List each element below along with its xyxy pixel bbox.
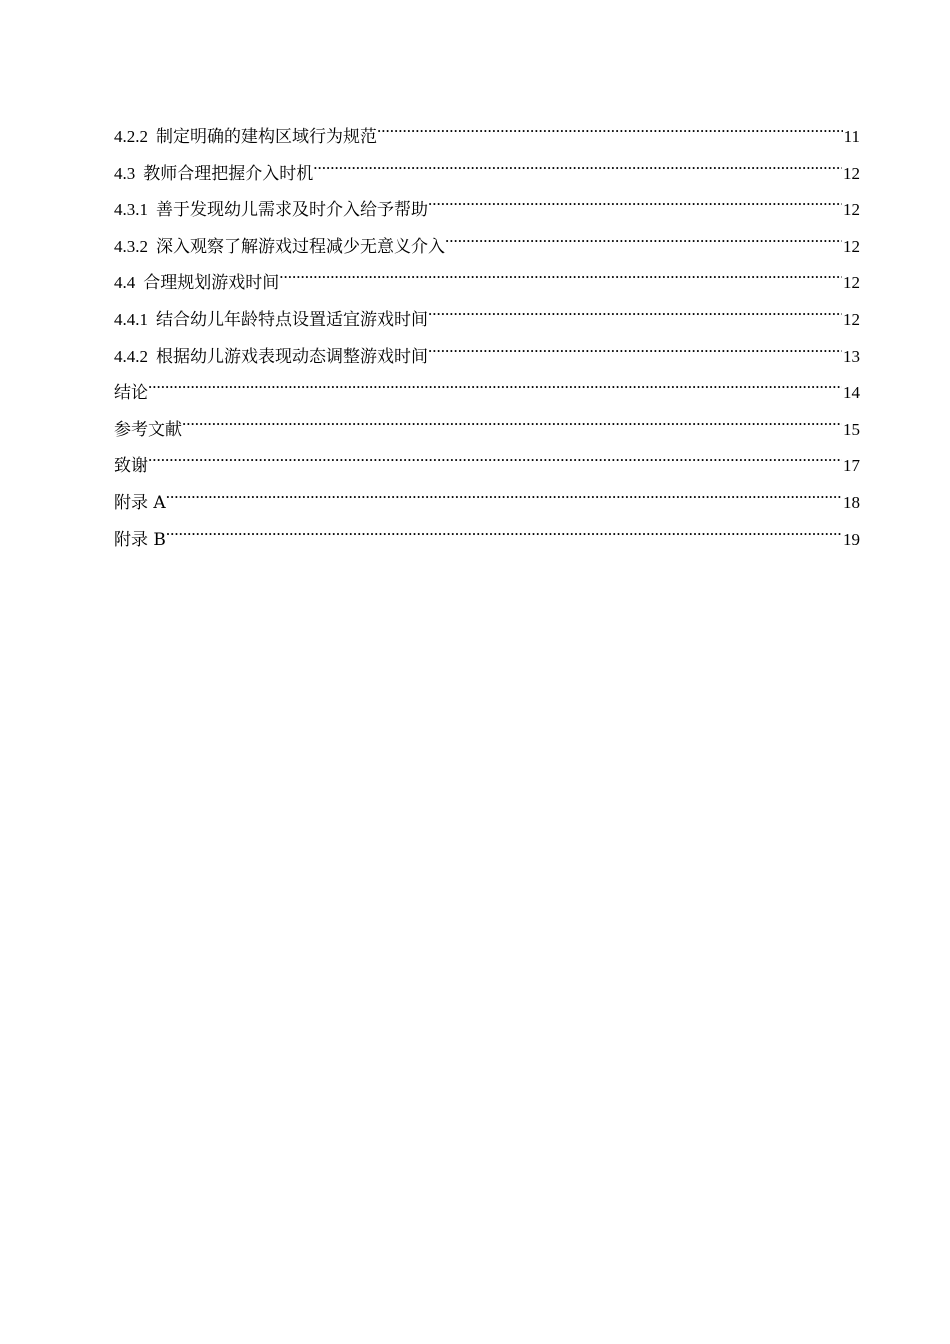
toc-entry[interactable]: [114, 332, 860, 369]
toc-entry[interactable]: [114, 405, 860, 442]
toc-entry-page: 15: [843, 419, 860, 439]
toc-entry-title: 附录 A: [114, 492, 166, 513]
toc-entry[interactable]: [114, 515, 860, 552]
toc-entry-page: 12: [843, 273, 860, 293]
toc-entry-title: 附录 B: [114, 529, 166, 550]
toc-dot-leader: [279, 258, 842, 288]
toc-entry-page: 12: [843, 236, 860, 256]
toc-dot-leader: [377, 112, 843, 142]
table-of-contents: [114, 112, 860, 551]
toc-entry-number: 4.4.2: [114, 346, 148, 366]
toc-entry-title: 致谢: [114, 456, 148, 477]
toc-entry-number: 4.4.1: [114, 309, 148, 329]
toc-entry-number: 4.3: [114, 163, 136, 183]
toc-entry-title: 结合幼儿年龄特点设置适宜游戏时间: [156, 309, 428, 330]
toc-entry[interactable]: [114, 222, 860, 259]
toc-entry-page: 14: [843, 383, 860, 403]
toc-entry-page: 19: [843, 529, 860, 549]
toc-dot-leader: [428, 295, 842, 325]
toc-entry-title: 教师合理把握介入时机: [143, 163, 314, 184]
toc-entry-number: 4.3.2: [114, 236, 148, 256]
toc-entry-page: 11: [843, 127, 860, 146]
toc-entry-title: 参考文献: [114, 419, 182, 440]
toc-entry[interactable]: [114, 295, 860, 332]
toc-entry-page: 18: [843, 492, 860, 512]
toc-dot-leader: [148, 368, 842, 398]
toc-dot-leader: [445, 222, 842, 252]
toc-entry-title: 根据幼儿游戏表现动态调整游戏时间: [156, 346, 428, 367]
toc-dot-leader: [313, 149, 842, 179]
toc-entry-number: 4.2.2: [114, 127, 148, 146]
toc-dot-leader: [182, 405, 842, 435]
toc-entry-page: 17: [843, 456, 860, 476]
toc-entry[interactable]: [114, 112, 860, 149]
toc-entry-title: 制定明确的建构区域行为规范: [156, 127, 377, 147]
toc-entry[interactable]: [114, 478, 860, 515]
toc-entry-number: 4.4: [114, 273, 136, 293]
toc-dot-leader: [428, 185, 842, 215]
toc-dot-leader: [166, 478, 842, 508]
toc-entry-page: 12: [843, 200, 860, 220]
toc-entry[interactable]: [114, 441, 860, 478]
toc-entry[interactable]: [114, 368, 860, 405]
toc-entry[interactable]: [114, 185, 860, 222]
toc-entry-number: 4.3.1: [114, 200, 148, 220]
toc-dot-leader: [428, 332, 842, 362]
toc-entry-page: 12: [843, 163, 860, 183]
toc-entry-page: 12: [843, 309, 860, 329]
toc-dot-leader: [166, 515, 842, 545]
toc-dot-leader: [148, 441, 842, 471]
toc-entry-title: 善于发现幼儿需求及时介入给予帮助: [156, 200, 428, 221]
toc-entry[interactable]: [114, 149, 860, 186]
toc-entry[interactable]: [114, 258, 860, 295]
toc-entry-title: 结论: [114, 383, 148, 404]
toc-entry-title: 合理规划游戏时间: [143, 273, 280, 294]
toc-entry-title: 深入观察了解游戏过程减少无意义介入: [156, 236, 445, 257]
toc-entry-page: 13: [843, 346, 860, 366]
